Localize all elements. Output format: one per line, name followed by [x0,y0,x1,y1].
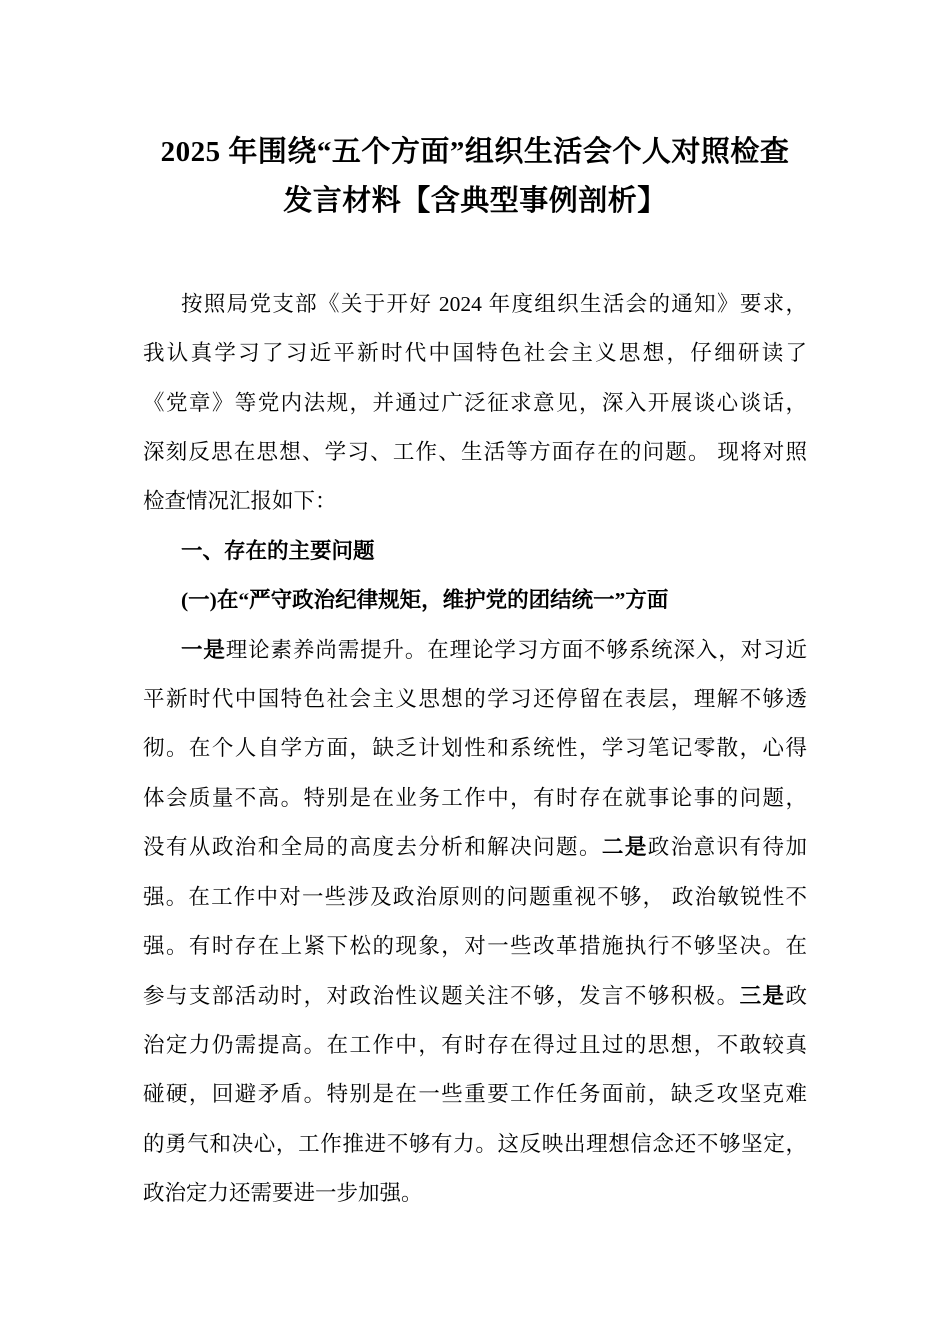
text-run: 强。在工作中对一些涉及政治原则的问题重视不够， 政治敏锐性不 [143,884,807,909]
text-run: 平新时代中国特色社会主义思想的学习还停留在表层，理解不够透 [143,687,807,712]
bold-text-run: 二是 [601,835,648,860]
document-line [143,972,807,1021]
bold-text-run: 一、存在的主要问题 [181,538,375,563]
text-run: 我认真学习了习近平新时代中国特色社会主义思想，仔细研读了 [143,341,807,366]
bold-text-run: 一是 [181,637,226,662]
text-run: 深刻反思在思想、学习、工作、生活等方面存在的问题。 现将对照 [143,440,807,465]
document-body [0,280,950,1219]
text-run: 政治定力还需要进一步加强。 [143,1181,423,1206]
text-run: 政 [785,983,807,1008]
bold-text-run: 三是 [739,983,786,1008]
text-run: 的勇气和决心，工作推进不够有力。这反映出理想信念还不够坚定， [143,1131,807,1156]
document-line [143,626,807,675]
document-line [143,280,807,329]
document-line [143,379,807,428]
document-line [143,329,807,378]
section-heading [143,527,807,576]
document-line [143,675,807,724]
document-line [143,823,807,872]
bold-text-run: (一)在“严守政治纪律规矩，维护党的团结统一”方面 [181,588,669,613]
document-line [143,1070,807,1119]
document-line [143,428,807,477]
section-heading [143,576,807,625]
document-line [143,477,807,526]
title-line-2: 发言材料【含典型事例剖析】 [283,185,667,218]
document-line [143,1169,807,1218]
text-run: 治定力仍需提高。在工作中，有时存在得过且过的思想，不敢较真 [143,1032,807,1057]
document-line [143,922,807,971]
text-run: 碰硬，回避矛盾。特别是在一些重要工作任务面前，缺乏攻坚克难 [143,1082,807,1107]
document-line [143,774,807,823]
text-run: 体会质量不高。特别是在业务工作中，有时存在就事论事的问题， [143,785,807,810]
document-line [143,873,807,922]
document-title [0,0,950,227]
title-line-1: 2025 年围绕“五个方面”组织生活会个人对照检查 [160,136,790,168]
document-line [143,1120,807,1169]
text-run: 政治意识有待加 [647,835,807,860]
document-line [143,1021,807,1070]
text-run: 没有从政治和全局的高度去分析和解决问题。 [143,835,602,860]
text-run: 强。有时存在上紧下松的现象，对一些改革措施执行不够坚决。在 [143,934,807,959]
text-run: 理论素养尚需提升。在理论学习方面不够系统深入，对习近 [225,637,807,662]
document-line [143,724,807,773]
text-run: 彻。在个人自学方面，缺乏计划性和系统性，学习笔记零散，心得 [143,736,807,761]
text-run: 《党章》等党内法规，并通过广泛征求意见，深入开展谈心谈话， [143,390,807,415]
text-run: 检查情况汇报如下： [143,489,337,514]
text-run: 参与支部活动时，对政治性议题关注不够，发言不够积极。 [143,983,740,1008]
text-run: 按照局党支部《关于开好 2024 年度组织生活会的通知》要求， [181,291,807,316]
